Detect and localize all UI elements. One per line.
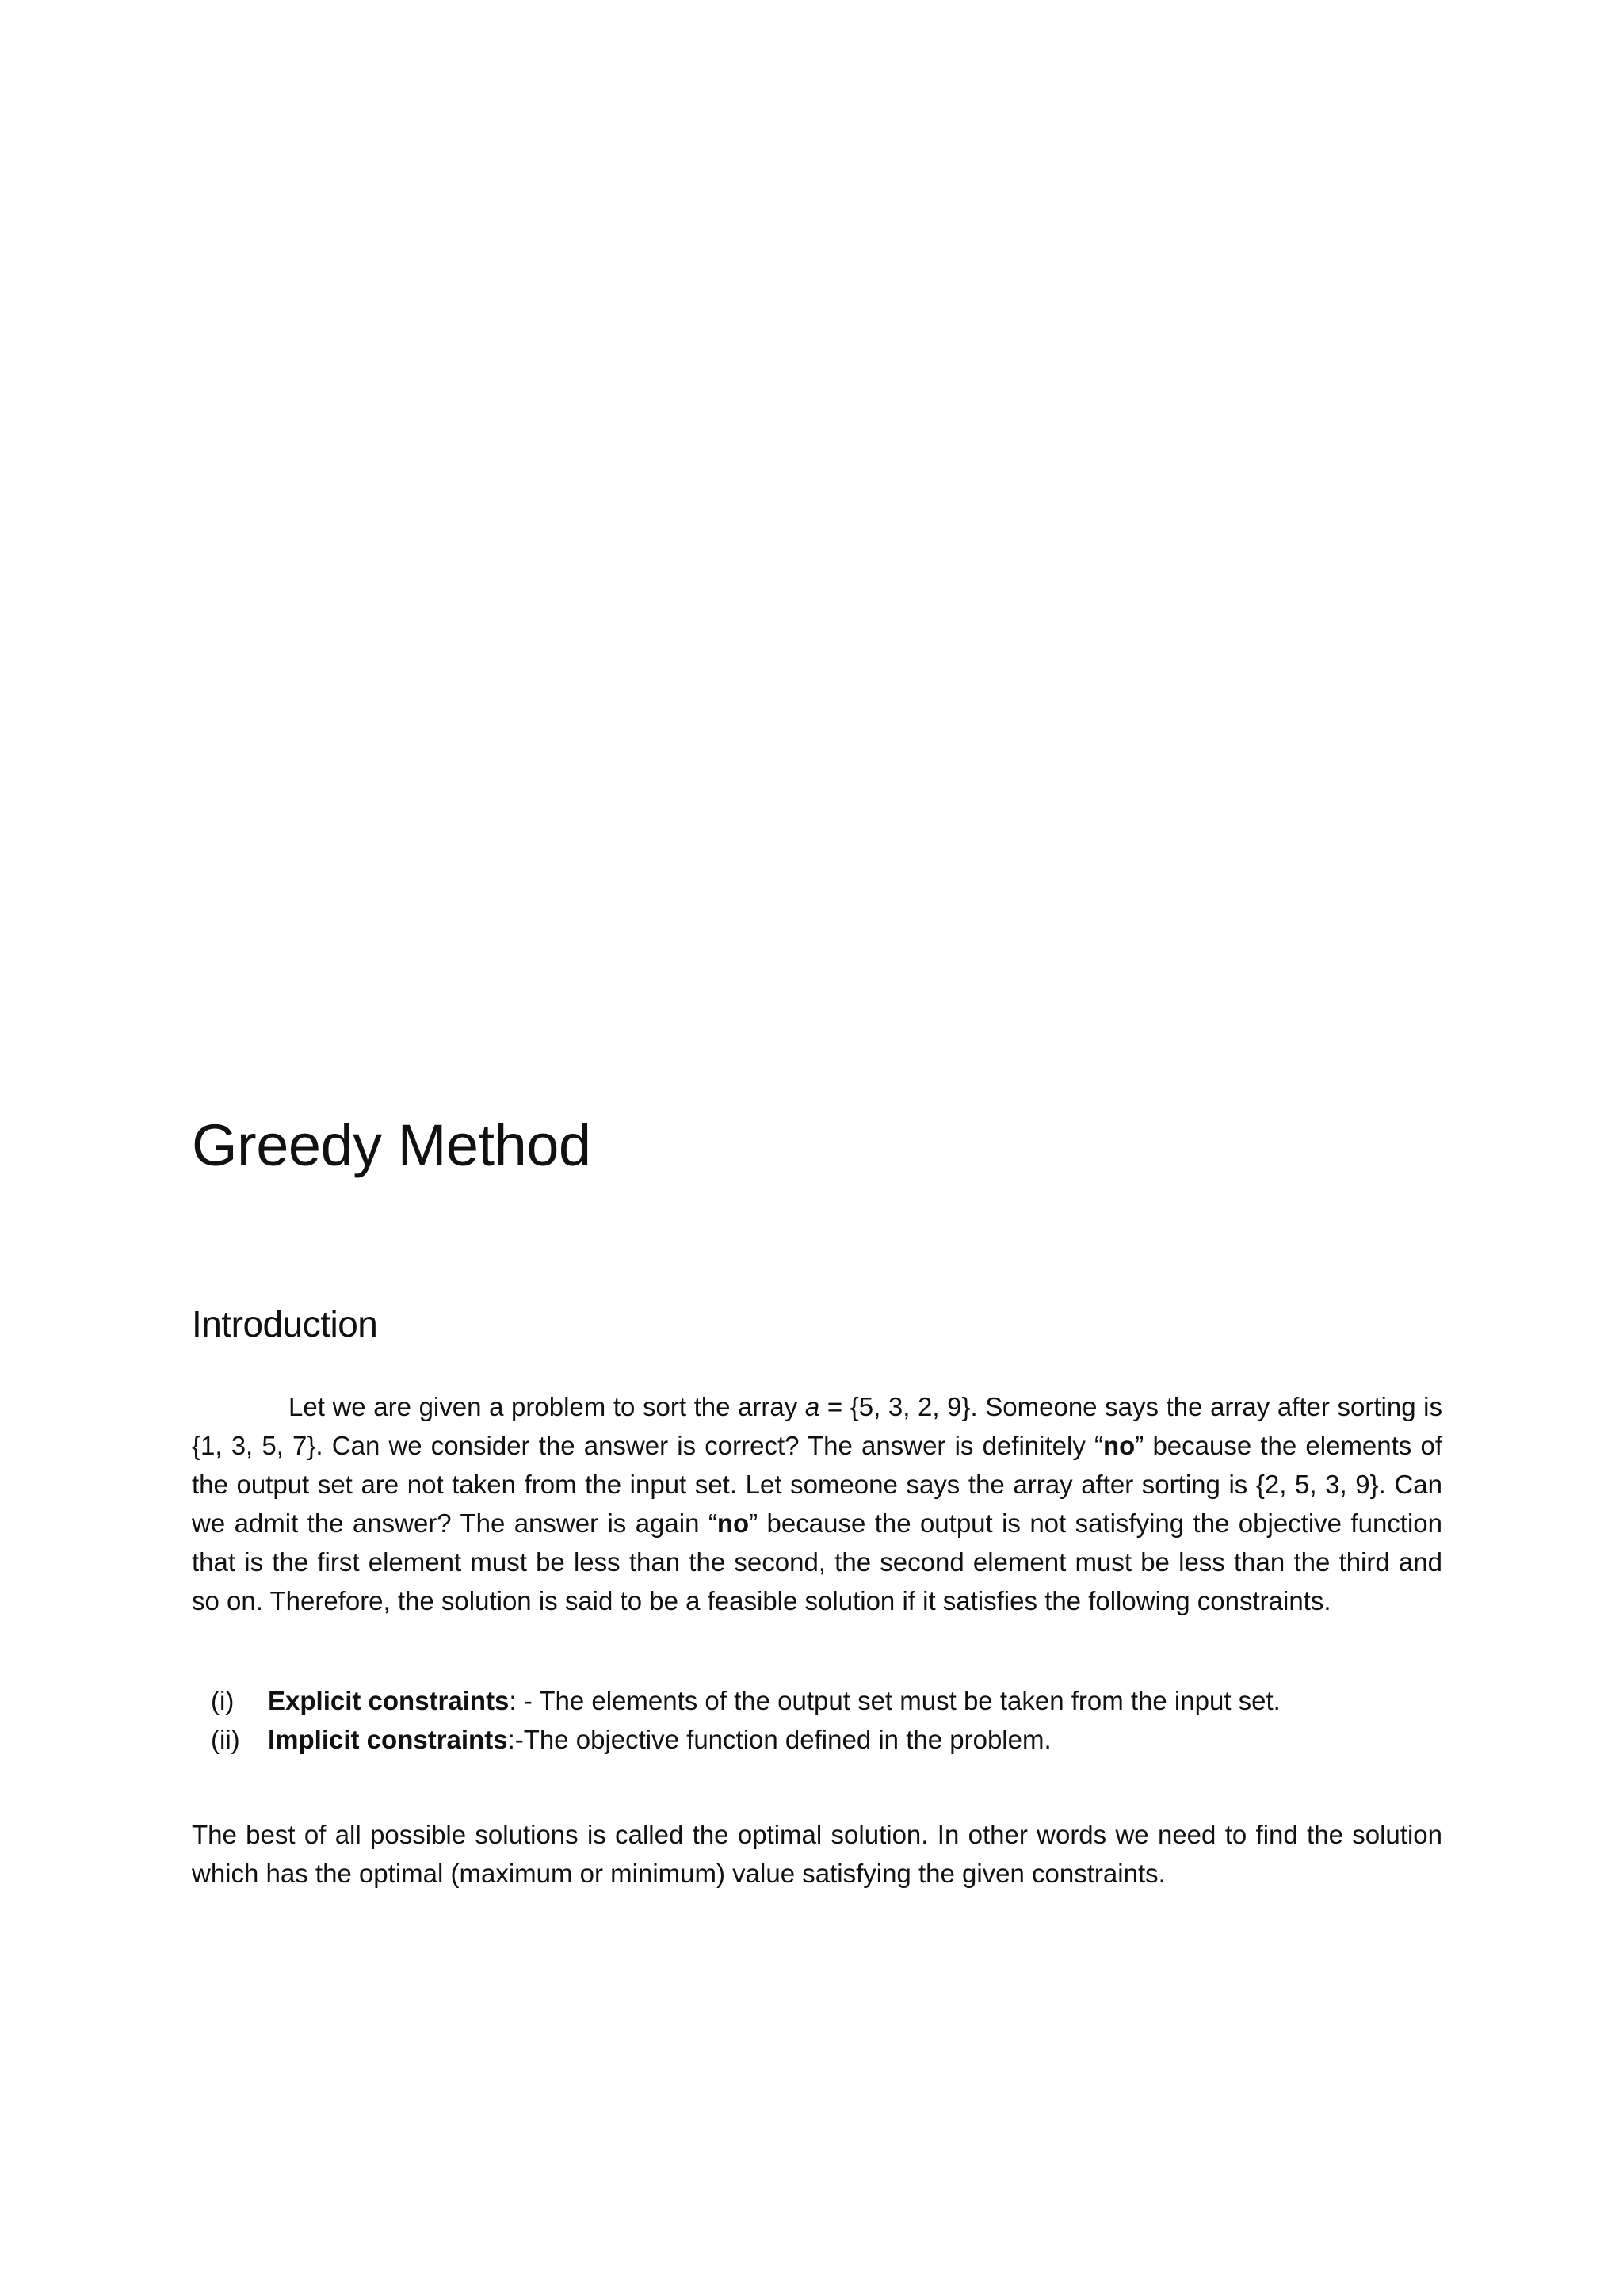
intro-text-2: = {5, 3, 2, 9}. Someone says the array after sorting is {1, 3, 5, 7}. Can we consider the answer is correct? The answer is definitely “ — [192, 1392, 1442, 1460]
intro-paragraph — [192, 1387, 1442, 1620]
constraint-term: Implicit constraints — [268, 1725, 508, 1754]
constraint-item-implicit — [192, 1720, 1442, 1759]
intro-text-1: Let we are given a problem to sort the array — [288, 1392, 805, 1421]
constraints-list — [192, 1681, 1442, 1759]
array-variable: a — [804, 1392, 820, 1421]
constraint-number: (ii) — [211, 1725, 240, 1754]
emphasis-no-2: no — [716, 1508, 750, 1538]
chapter-title: Greedy Method — [192, 1112, 591, 1178]
intro-text-3: ” because the elements of the output set are not taken from the input set. Let someone says the array after sorting is {2, 5, 3, 9}. Can we admit the answer? The answer is again “ — [192, 1431, 1442, 1538]
constraint-item-explicit — [192, 1681, 1442, 1720]
section-title: Introduction — [192, 1303, 378, 1344]
intro-text-4: ” because the output is not satisfying the objective function that is the first element must be less than the second, the second element must be less than the third and so on. Therefore, the solution is said to be a feasible solution if it satisfies the following constraints. — [192, 1508, 1443, 1615]
emphasis-no-1: no — [1102, 1431, 1136, 1460]
constraint-number: (i) — [211, 1686, 235, 1715]
constraint-description: : - The elements of the output set must be taken from the input set. — [509, 1686, 1281, 1715]
optimal-solution-paragraph: The best of all possible solutions is called the optimal solution. In other words we need to find the solution which has the optimal (maximum or minimum) value satisfying the given constraints. — [192, 1820, 1442, 1888]
constraint-description: :-The objective function defined in the problem. — [507, 1725, 1052, 1754]
constraint-term: Explicit constraints — [268, 1686, 510, 1715]
